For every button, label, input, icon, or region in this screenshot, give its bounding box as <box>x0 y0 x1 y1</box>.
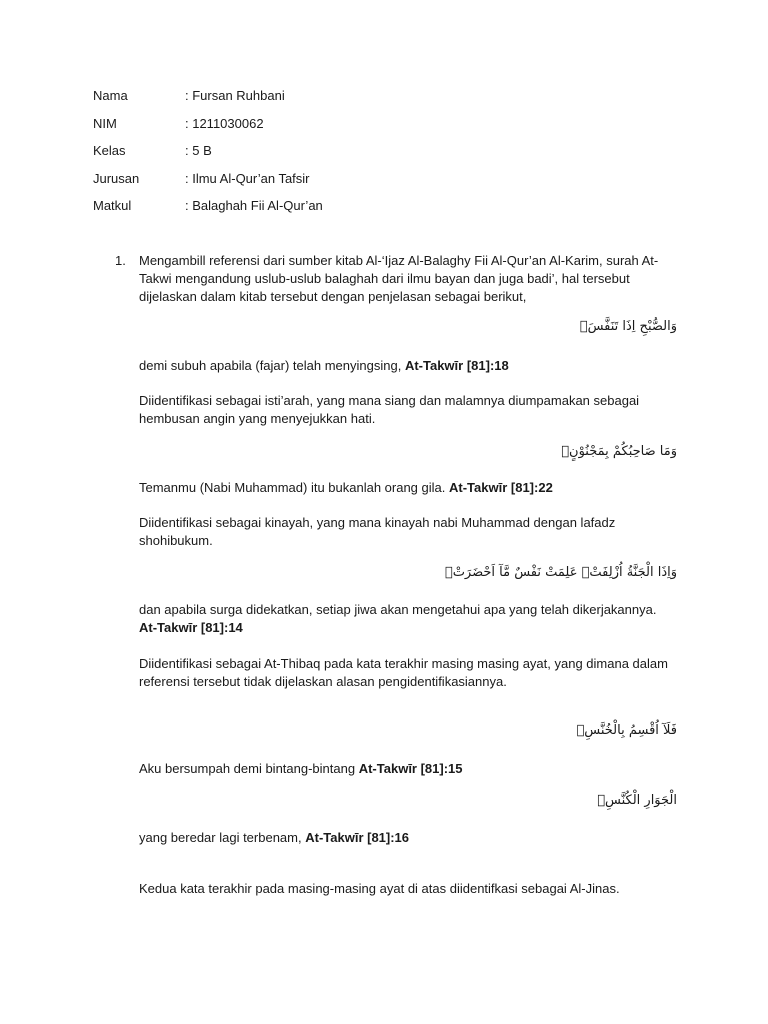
arabic-verse-5: الْجَوَارِ الْكُنَّسِۙ <box>597 793 677 808</box>
conclusion-paragraph: Kedua kata terakhir pada masing-masing ayat di atas diidentifkasi sebagai Al-Jinas. <box>139 881 620 896</box>
info-label: Nama <box>93 88 128 103</box>
translation-text: Temanmu (Nabi Muhammad) itu bukanlah orang gila. <box>139 480 446 495</box>
info-row-nim <box>93 115 323 143</box>
verse-reference: At-Takwīr [81]:14 <box>139 620 243 635</box>
verse-4-translation <box>139 760 669 778</box>
arabic-verse-4: فَلَآ اُقْسِمُ بِالْخُنَّسِۙ <box>576 723 677 738</box>
list-number: 1. <box>115 253 126 268</box>
info-value: : Fursan Ruhbani <box>185 88 285 103</box>
info-value: : Ilmu Al-Qur’an Tafsir <box>185 170 310 186</box>
verse-reference: At-Takwīr [81]:16 <box>305 830 410 845</box>
info-row-matkul <box>93 197 323 225</box>
arabic-verse-2: وَمَا صَاحِبُكُمْ بِمَجْنُوْنٍۚ <box>561 444 677 459</box>
info-label: Matkul <box>93 198 132 213</box>
verse-reference: At-Takwīr [81]:22 <box>449 480 553 495</box>
verse-2-translation <box>139 479 669 497</box>
info-label: Jurusan <box>93 170 140 186</box>
translation-text: Aku bersumpah demi bintang-bintang <box>139 761 356 776</box>
translation-text: yang beredar lagi terbenam, <box>139 830 302 845</box>
info-label: NIM <box>93 115 117 131</box>
verse-2-note: Diidentifikasi sebagai kinayah, yang mana kinayah nabi Muhammad dengan lafadz shohibukum. <box>139 515 616 548</box>
intro-paragraph: Mengambill referensi dari sumber kitab Al-‘Ijaz Al-Balaghy Fii Al-Qur’an Al-Karim, surah At-Takwi mengandung uslub-uslub balaghah dari ilmu bayan dan juga badi’, hal tersebut dijelaskan dalam kitab tersebut dengan penjelasan sebagai berikut, <box>139 253 659 304</box>
verse-reference: At-Takwīr [81]:18 <box>404 358 509 373</box>
verse-3-note: Diidentifikasi sebagai At-Thibaq pada kata terakhir masing masing ayat, yang dimana dalam referensi tersebut tidak dijelaskan alasan pengidentifikasiannya. <box>139 656 668 689</box>
verse-3-translation <box>139 601 669 637</box>
verse-1-translation <box>139 357 669 375</box>
student-info <box>93 87 323 225</box>
translation-text: dan apabila surga didekatkan, setiap jiwa akan mengetahui apa yang telah dikerjakannya. <box>139 602 657 617</box>
info-value: : 1211030062 <box>185 115 264 131</box>
info-label: Kelas <box>93 143 126 158</box>
translation-text: demi subuh apabila (fajar) telah menyingsing, <box>139 358 402 373</box>
verse-5-translation <box>139 829 669 847</box>
info-value: : 5 B <box>185 143 212 158</box>
verse-reference: At-Takwīr [81]:15 <box>358 761 463 776</box>
arabic-verse-1: وَالصُّبْحِ اِذَا تَنَفَّسَۙ <box>579 319 677 334</box>
verse-1-note: Diidentifikasi sebagai isti’arah, yang mana siang dan malamnya diumpamakan sebagai hembusan angin yang menyejukkan hati. <box>139 393 640 426</box>
info-value: : Balaghah Fii Al-Qur’an <box>185 198 323 213</box>
info-row-jurusan <box>93 170 323 198</box>
arabic-verse-3: وَاِذَا الْجَنَّةُ اُزْلِفَتْۖ عَلِمَتْ نَفْسٌ مَّآ اَحْضَرَتْۗ <box>444 565 677 580</box>
info-row-kelas <box>93 142 323 170</box>
info-row-nama <box>93 87 323 115</box>
